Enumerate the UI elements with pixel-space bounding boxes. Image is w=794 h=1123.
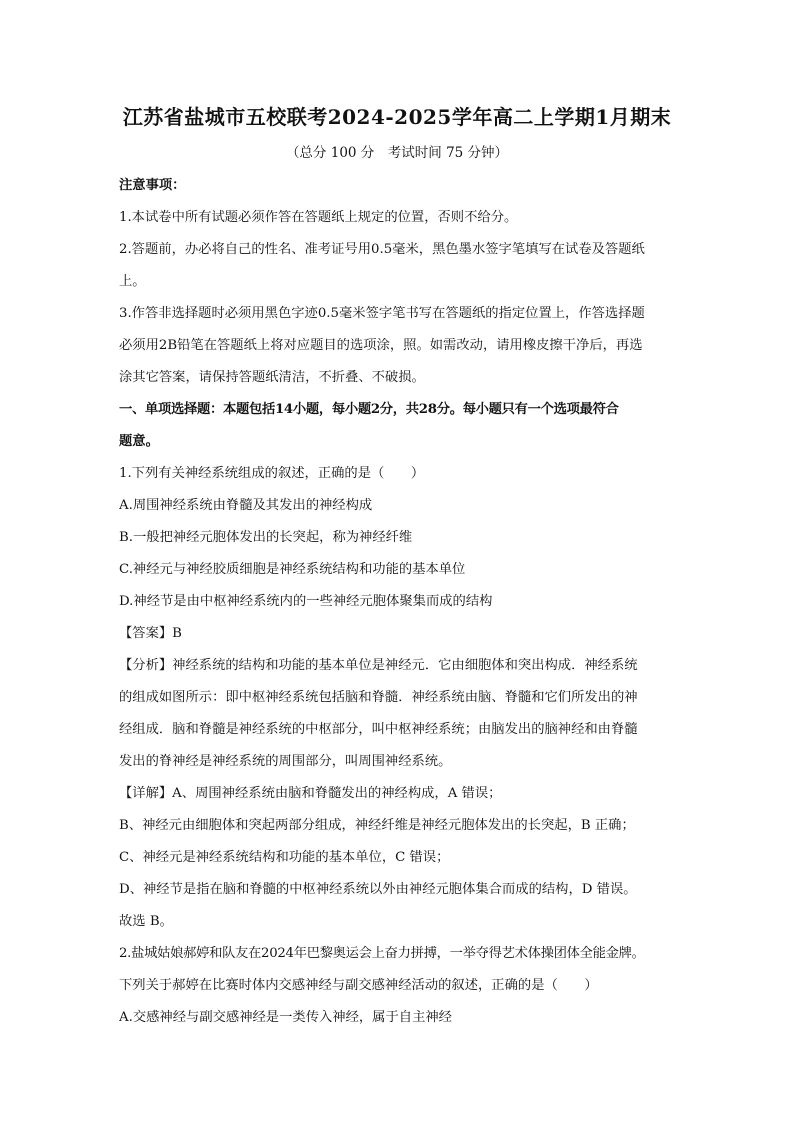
question-1-stem: 1.下列有关神经系统组成的叙述，正确的是（ ） [119,466,425,481]
question-2-stem-cont: 下列关于郝婷在比赛时体内交感神经与副交感神经活动的叙述，正确的是（ ） [119,978,598,993]
question-1-analysis: 经组成．脑和脊髓是神经系统的中枢部分，叫中枢神经系统；由脑发出的脑神经和由脊髓 [119,722,638,737]
exam-info: （总分 100 分 考试时间 75 分钟） [285,145,509,161]
question-1-option-d: D.神经节是由中枢神经系统内的一些神经元胞体聚集而成的结构 [119,594,493,609]
document-body [119,170,687,1034]
note-line: 1.本试卷中所有试题必须作答在答题纸上规定的位置，否则不给分。 [119,210,518,225]
question-1-detail: C、神经元是神经系统结构和功能的基本单位，C 错误； [119,850,450,865]
page-title: 江苏省盐城市五校联考2024-2025学年高二上学期1月期末 [122,105,672,129]
note-line: 涂其它答案，请保持答题纸清洁，不折叠、不破损。 [119,370,425,385]
question-1-option-a: A.周围神经系统由脊髓及其发出的神经构成 [119,498,373,513]
note-line: 必须用2B铅笔在答题纸上将对应题目的选项涂，照。如需改动，请用橡皮擦干净后，再选 [119,338,643,353]
question-2-option-a: A.交感神经与副交感神经是一类传入神经，属于自主神经 [119,1010,452,1025]
note-line: 2.答题前，办必将自己的性名、准考证号用0.5毫米，黑色墨水签字笔填写在试卷及答题纸 [119,242,645,257]
question-1-answer: 【答案】B [119,626,182,641]
question-1-option-b: B.一般把神经元胞体发出的长突起，称为神经纤维 [119,530,413,545]
question-1-analysis: 【分析】神经系统的结构和功能的基本单位是神经元．它由细胞体和突出构成．神经系统 [119,658,638,673]
section-heading: 一、单项选择题：本题包括14小题，每小题2分，共28分。每小题只有一个选项最符合 [119,402,619,417]
section-heading-cont: 题意。 [119,434,159,449]
notes-heading: 注意事项： [119,178,186,193]
question-1-detail: 故选 B。 [119,914,173,929]
question-1-detail: 【详解】A、周围神经系统由脑和脊髓发出的神经构成，A 错误； [119,786,502,801]
note-line: 上。 [119,274,146,289]
question-1-detail: B、神经元由细胞体和突起两部分组成，神经纤维是神经元胞体发出的长突起，B 正确； [119,818,635,833]
question-1-option-c: C.神经元与神经胶质细胞是神经系统结构和功能的基本单位 [119,562,466,577]
question-1-analysis: 发出的脊神经是神经系统的周围部分，叫周围神经系统。 [119,754,452,769]
note-line: 3.作答非选择题时必须用黑色字迹0.5毫米签字笔书写在答题纸的指定位置上，作答选择题 [119,306,645,321]
question-1-detail: D、神经节是指在脑和脊髓的中枢神经系统以外由神经元胞体集合而成的结构，D 错误。 [119,882,637,897]
question-2-stem: 2.盐城姑娘郝婷和队友在2024年巴黎奥运会上奋力拼搏，一举夺得艺术体操团体全能金牌。 [119,946,645,961]
question-1-analysis: 的组成如图所示：即中枢神经系统包括脑和脊髓．神经系统由脑、脊髓和它们所发出的神 [119,690,638,705]
